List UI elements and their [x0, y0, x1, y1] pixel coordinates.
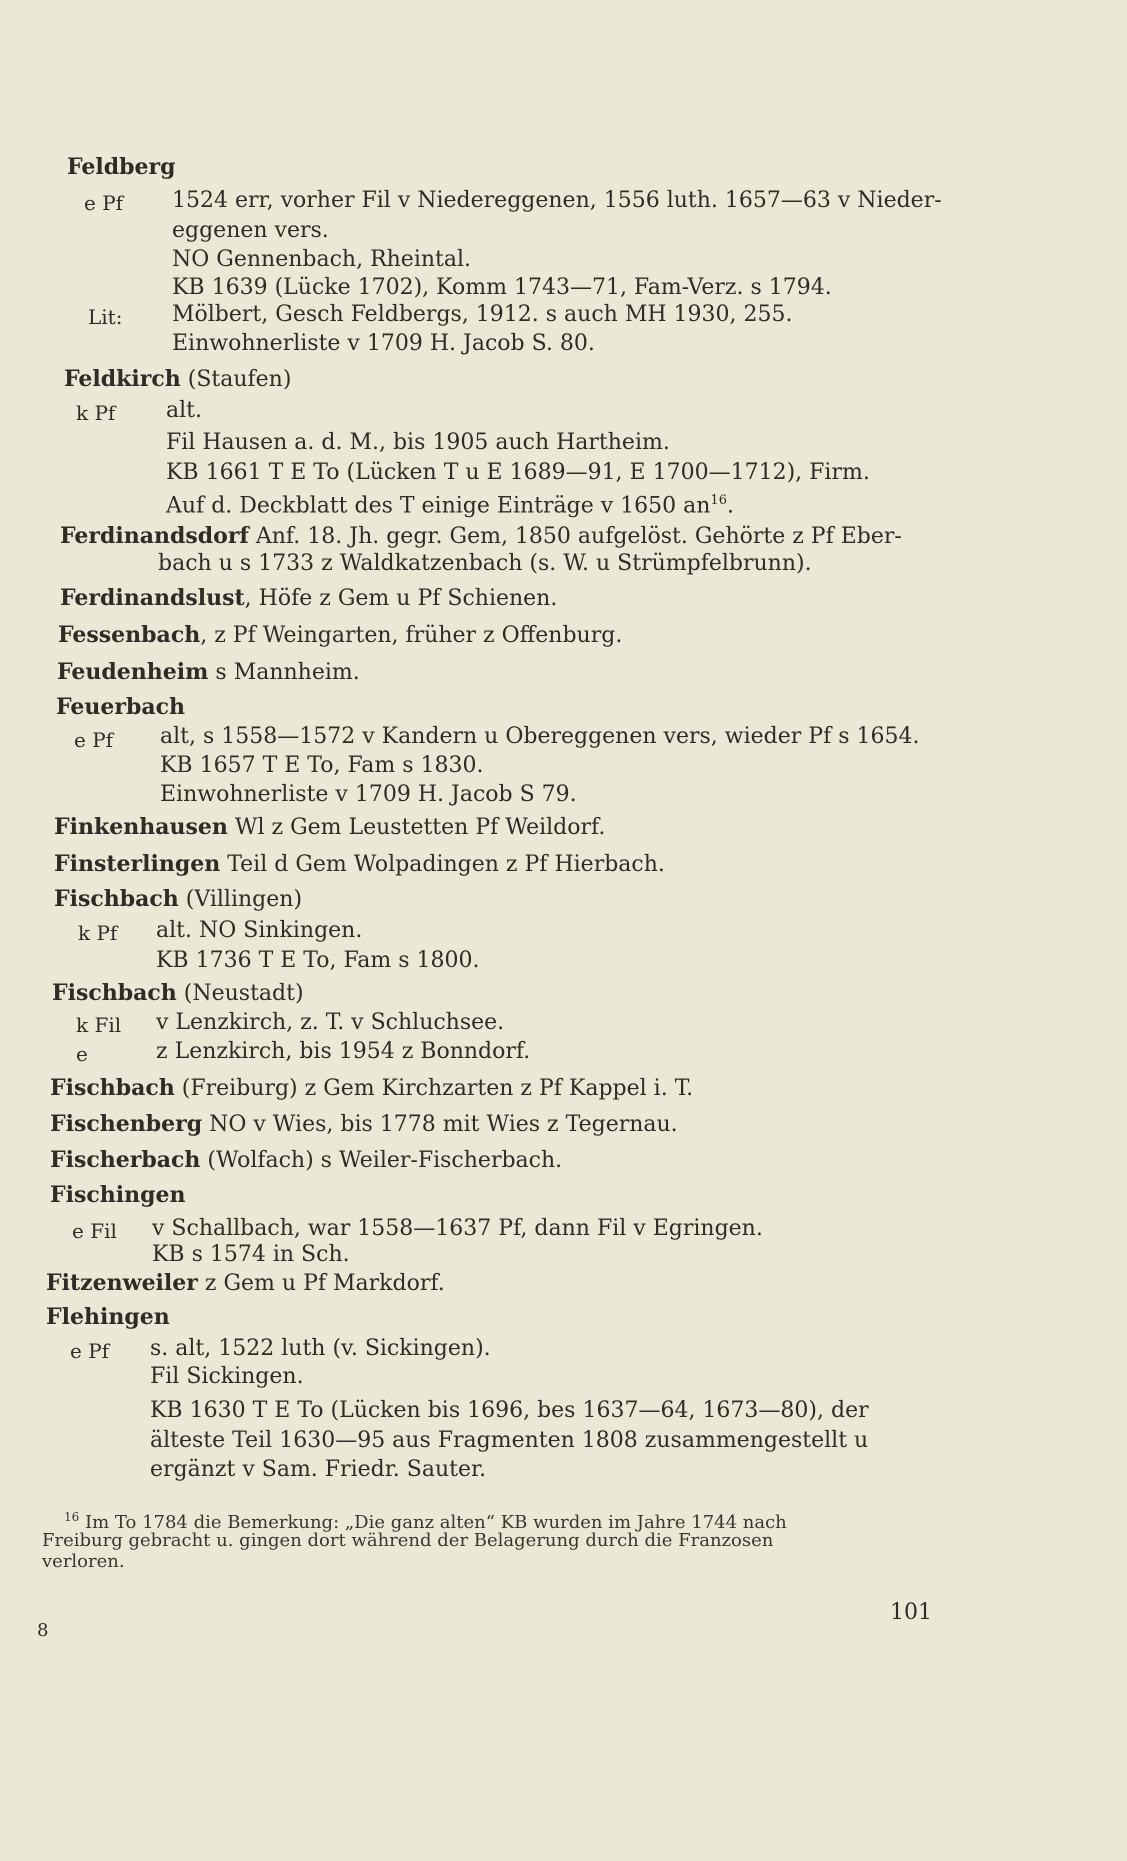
- entry-text: bach u s 1733 z Waldkatzenbach (s. W. u Strümpfelbrunn).: [158, 551, 812, 576]
- entry-tag: k Pf: [76, 401, 116, 425]
- entry-text: s Mannheim.: [208, 660, 360, 685]
- headword: Feuerbach: [56, 694, 186, 720]
- entry-text: Einwohnerliste v 1709 H. Jacob S. 80.: [172, 331, 595, 356]
- entry-text: KB s 1574 in Sch.: [152, 1242, 350, 1267]
- headword: Fischerbach: [50, 1147, 201, 1173]
- entry-text-part: Auf d. Deckblatt des T einige Einträge v 1650 an: [166, 493, 711, 519]
- headword: Fischbach: [52, 980, 177, 1006]
- entry-text: KB 1657 T E To, Fam s 1830.: [160, 753, 484, 778]
- headword: Fischenberg: [50, 1111, 203, 1137]
- place-qualifier: (Neustadt): [176, 981, 304, 1006]
- entry-ferdinandslust: [60, 583, 557, 614]
- entry-feudenheim: [57, 657, 360, 688]
- entry-text: Wl z Gem Leustetten Pf Weildorf.: [227, 815, 606, 840]
- entry-text: (Wolfach) s Weiler-Fischerbach.: [200, 1148, 563, 1173]
- entry-text: 1524 err, vorher Fil v Niedereggenen, 1556 luth. 1657—63 v Nieder-: [172, 188, 942, 213]
- entry-text: (Freiburg) z Gem Kirchzarten z Pf Kappel i. T.: [174, 1076, 694, 1101]
- entry-text: älteste Teil 1630—95 aus Fragmenten 1808 zusammengestellt u: [150, 1428, 869, 1453]
- headword: Feldberg: [67, 154, 176, 180]
- headword: Fischbach: [54, 886, 179, 912]
- entry-finkenhausen: [54, 812, 605, 843]
- headword: Fessenbach: [58, 622, 201, 648]
- entry-text: KB 1661 T E To (Lücken T u E 1689—91, E 1700—1712), Firm.: [166, 460, 870, 485]
- entry-tag: k Fil: [76, 1013, 122, 1037]
- footnote-ref: 16: [710, 493, 727, 508]
- footnote-number: 16: [64, 1510, 80, 1524]
- headword: Feudenheim: [57, 659, 209, 685]
- footnote-line: Freiburg gebracht u. gingen dort während der Belagerung durch die Franzosen: [42, 1530, 774, 1551]
- headword: Fischingen: [50, 1182, 186, 1208]
- entry-finsterlingen: [54, 849, 665, 880]
- entry-fessenbach: [58, 620, 622, 651]
- entry-heading: [54, 884, 302, 915]
- place-qualifier: (Staufen): [180, 367, 292, 392]
- entry-tag: e: [76, 1042, 88, 1066]
- entry-tag: e Pf: [84, 191, 124, 215]
- entry-heading: [60, 521, 902, 552]
- footnote-text: Im To 1784 die Bemerkung: „Die ganz alten“ KB wurden im Jahre 1744 nach: [79, 1512, 787, 1533]
- entry-text: z Lenzkirch, bis 1954 z Bonndorf.: [156, 1039, 531, 1064]
- entry-text: z Gem u Pf Markdorf.: [197, 1271, 445, 1296]
- entry-text: KB 1630 T E To (Lücken bis 1696, bes 1637—64, 1673—80), der: [150, 1398, 869, 1423]
- footnote-line: verloren.: [42, 1551, 125, 1572]
- entry-text: eggenen vers.: [172, 218, 329, 243]
- signature-mark: 8: [37, 1620, 49, 1641]
- entry-text: v Schallbach, war 1558—1637 Pf, dann Fil v Egringen.: [152, 1216, 763, 1241]
- headword: Flehingen: [46, 1304, 170, 1330]
- entry-text: , z Pf Weingarten, früher z Offenburg.: [200, 623, 623, 648]
- entry-heading: [64, 364, 291, 395]
- entry-text: Teil d Gem Wolpadingen z Pf Hierbach.: [220, 852, 665, 877]
- entry-tag: Lit:: [88, 305, 123, 329]
- entry-text: Fil Hausen a. d. M., bis 1905 auch Hartheim.: [166, 430, 670, 455]
- entry-text: alt. NO Sinkingen.: [156, 918, 363, 943]
- entry-text: , Höfe z Gem u Pf Schienen.: [244, 586, 558, 611]
- place-qualifier: (Villingen): [178, 887, 303, 912]
- entry-text: alt, s 1558—1572 v Kandern u Obereggenen vers, wieder Pf s 1654.: [160, 724, 920, 749]
- entry-text: Anf. 18. Jh. gegr. Gem, 1850 aufgelöst. Gehörte z Pf Eber-: [248, 524, 902, 549]
- entry-tag: k Pf: [78, 921, 118, 945]
- entry-heading: [52, 978, 304, 1009]
- entry-tag: e Pf: [70, 1339, 110, 1363]
- entry-text: KB 1736 T E To, Fam s 1800.: [156, 948, 480, 973]
- entry-text: KB 1639 (Lücke 1702), Komm 1743—71, Fam-Verz. s 1794.: [172, 275, 832, 300]
- entry-fischerbach: [50, 1145, 562, 1176]
- entry-fischbach-freiburg: [50, 1073, 693, 1104]
- headword: Finkenhausen: [54, 814, 228, 840]
- headword: Fischbach: [50, 1075, 175, 1101]
- entry-tag: e Pf: [74, 728, 114, 752]
- entry-text: s. alt, 1522 luth (v. Sickingen).: [150, 1336, 491, 1361]
- entry-text: NO v Wies, bis 1778 mit Wies z Tegernau.: [202, 1112, 678, 1137]
- page-number: 101: [890, 1600, 932, 1625]
- headword: Ferdinandsdorf: [60, 523, 249, 549]
- entry-text: Fil Sickingen.: [150, 1364, 304, 1389]
- entry-tag: e Fil: [72, 1219, 117, 1243]
- entry-text-part: .: [726, 493, 734, 519]
- entry-text: Einwohnerliste v 1709 H. Jacob S 79.: [160, 782, 577, 807]
- entry-text: Mölbert, Gesch Feldbergs, 1912. s auch MH 1930, 255.: [172, 302, 793, 327]
- entry-text: alt.: [166, 398, 202, 423]
- headword: Fitzenweiler: [46, 1270, 198, 1296]
- headword: Ferdinandslust: [60, 585, 245, 611]
- entry-text: [166, 486, 734, 521]
- entry-text: NO Gennenbach, Rheintal.: [172, 247, 472, 272]
- headword: Finsterlingen: [54, 851, 221, 877]
- entry-fischenberg: [50, 1109, 678, 1140]
- entry-fitzenweiler: [46, 1268, 445, 1299]
- entry-text: v Lenzkirch, z. T. v Schluchsee.: [156, 1010, 505, 1035]
- headword: Feldkirch: [64, 366, 181, 392]
- entry-text: ergänzt v Sam. Friedr. Sauter.: [150, 1457, 487, 1482]
